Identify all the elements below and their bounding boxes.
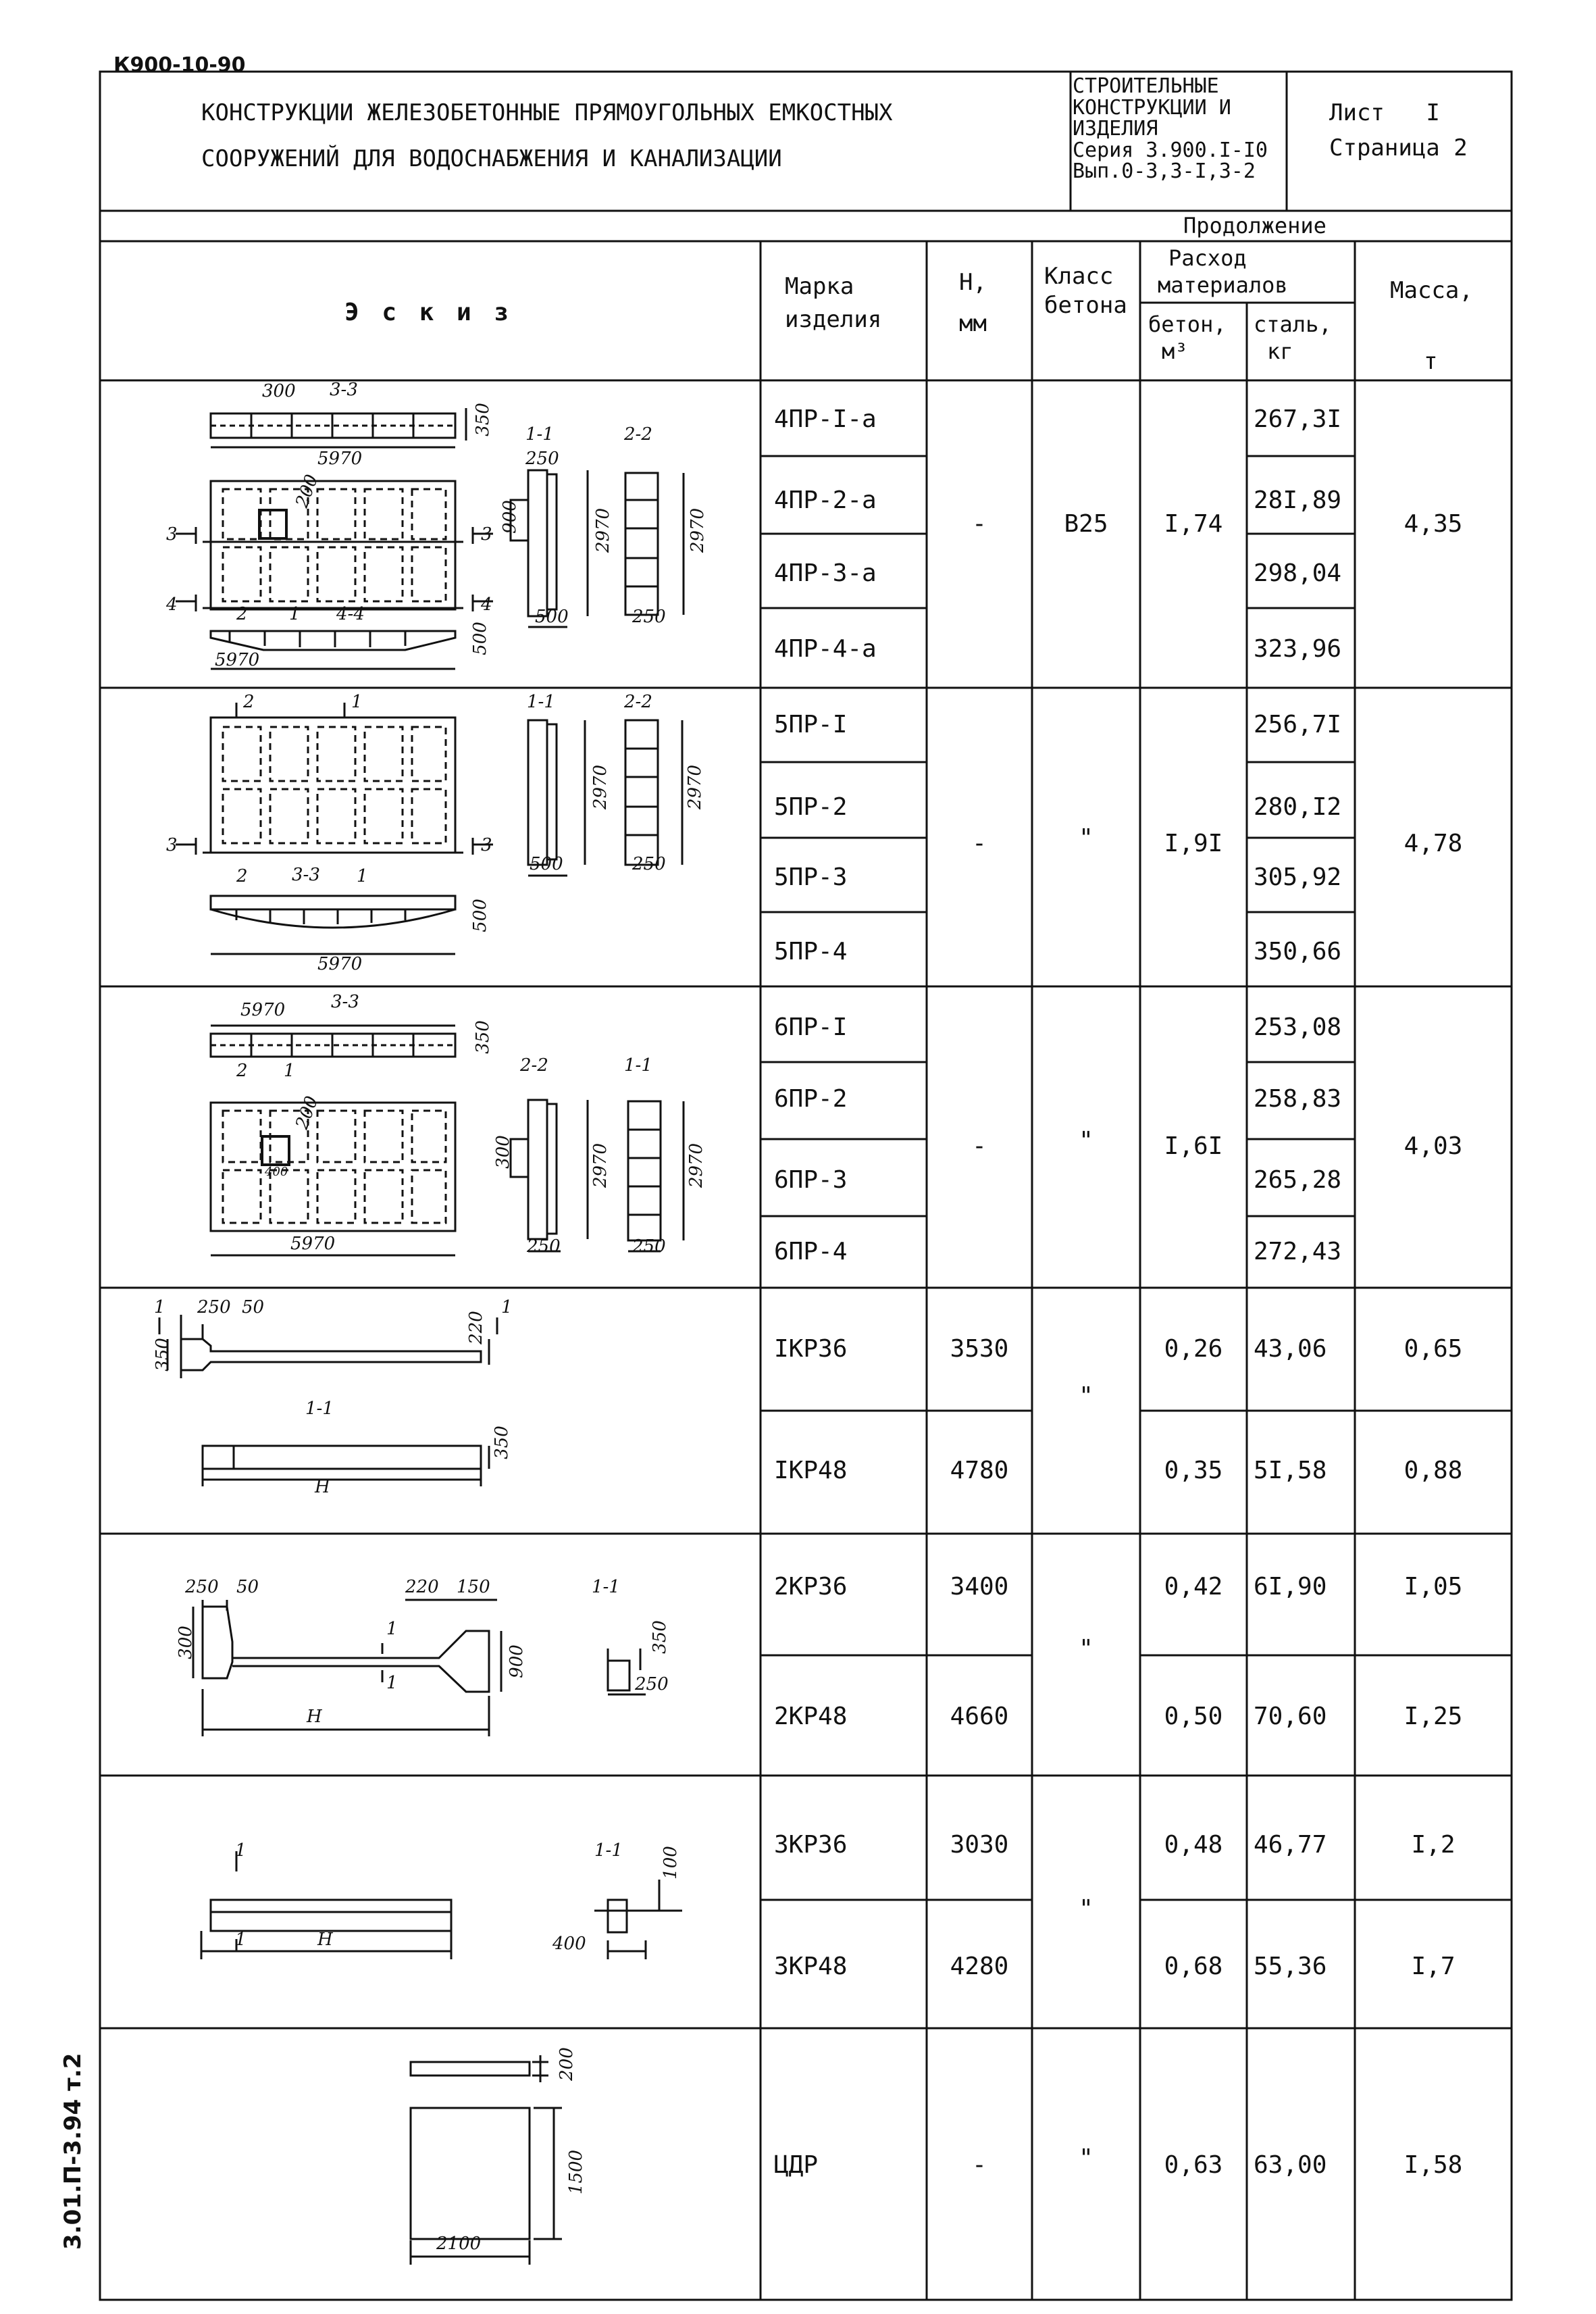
sketch-label: 500 bbox=[469, 899, 490, 932]
sketch-3kr bbox=[201, 1851, 682, 1959]
continuation-label: Продолжение bbox=[1183, 213, 1327, 238]
table-cell-mark: 5ПР-3 bbox=[774, 863, 848, 891]
sketch-label: 3 bbox=[481, 835, 492, 855]
table-cell-steel: 63,00 bbox=[1254, 2150, 1327, 2179]
table-cell-mark: 6ПР-4 bbox=[774, 1237, 848, 1265]
document-title-line2: СООРУЖЕНИЙ ДЛЯ ВОДОСНАБЖЕНИЯ И КАНАЛИЗАЦИИ bbox=[201, 145, 782, 172]
sketch-label: 50 bbox=[236, 1577, 259, 1597]
table-cell-height: - bbox=[972, 509, 987, 538]
header-h-line2: мм bbox=[959, 310, 987, 338]
sketch-label: 300 bbox=[492, 1135, 513, 1169]
table-cell-mark: 6ПР-2 bbox=[774, 1084, 848, 1113]
stamp-line3: ИЗДЕЛИЯ bbox=[1073, 117, 1158, 141]
sketch-label: 200 bbox=[292, 1093, 323, 1132]
sketch-label: 250 bbox=[632, 607, 666, 627]
sketch-label: 5970 bbox=[317, 954, 363, 974]
sketch-label: 250 bbox=[632, 854, 666, 874]
sketch-label: 900 bbox=[506, 1644, 527, 1678]
sketch-label: 350 bbox=[152, 1338, 173, 1372]
table-cell-height: 3530 bbox=[950, 1334, 1009, 1363]
table-cell-mark: 6ПР-I bbox=[774, 1013, 848, 1041]
sketch-label: 2-2 bbox=[520, 1055, 548, 1076]
sheet-page-label: Страница bbox=[1329, 134, 1440, 161]
sketch-label: 1 bbox=[386, 1673, 398, 1693]
header-concrete-line1: бетон, bbox=[1148, 311, 1227, 337]
sketch-label: 500 bbox=[469, 622, 490, 655]
table-cell-steel: 6I,90 bbox=[1254, 1572, 1327, 1601]
header-mark-line1: Марка bbox=[785, 273, 854, 300]
sketch-label: 350 bbox=[491, 1426, 512, 1459]
sketch-label: 200 bbox=[292, 472, 323, 511]
table-cell-mass: I,7 bbox=[1411, 1952, 1456, 1980]
sketch-label: 250 bbox=[197, 1297, 231, 1317]
table-cell-height: 3400 bbox=[950, 1572, 1009, 1601]
table-cell-concrete: 0,35 bbox=[1164, 1456, 1223, 1484]
table-cell-steel: 55,36 bbox=[1254, 1952, 1327, 1980]
table-cell-mark: 4ПР-4-а bbox=[774, 634, 877, 663]
table-cell-mark: IКР36 bbox=[774, 1334, 848, 1363]
table-cell-mark: 5ПР-I bbox=[774, 710, 848, 738]
table-cell-height: - bbox=[972, 2150, 987, 2179]
table-cell-mass: 0,65 bbox=[1404, 1334, 1463, 1363]
header-sketch: Э с к и з bbox=[344, 299, 513, 326]
header-mass-line2: т bbox=[1424, 348, 1438, 376]
table-cell-mass: 0,88 bbox=[1404, 1456, 1463, 1484]
table-cell-mass: I,25 bbox=[1404, 1702, 1463, 1730]
sketch-label: 2970 bbox=[593, 507, 614, 553]
table-cell-steel: 258,83 bbox=[1254, 1084, 1342, 1113]
table-cell-height: 4280 bbox=[950, 1952, 1009, 1980]
sheet-list-label: Лист bbox=[1329, 99, 1385, 126]
sketch-label: 1-1 bbox=[594, 1840, 623, 1861]
sheet-list-value: I bbox=[1426, 99, 1440, 126]
sketch-label: 2 bbox=[236, 1061, 248, 1081]
sketch-2kr bbox=[193, 1600, 646, 1736]
table-cell-steel: 46,77 bbox=[1254, 1830, 1327, 1859]
table-cell-mark: 4ПР-3-а bbox=[774, 559, 877, 587]
table-cell-mark: 3КР36 bbox=[774, 1830, 848, 1859]
sketch-label: 250 bbox=[527, 1236, 561, 1257]
sketch-cdr bbox=[411, 2055, 562, 2265]
table-cell-mark: 2КР48 bbox=[774, 1702, 848, 1730]
sketch-label: Н bbox=[317, 1930, 333, 1950]
stamp-line4: Серия 3.900.I-I0 bbox=[1073, 138, 1268, 162]
table-cell-class: " bbox=[1079, 824, 1093, 852]
sketch-label: 2 bbox=[236, 604, 248, 624]
sketch-label: 250 bbox=[185, 1577, 219, 1597]
table-cell-class: " bbox=[1079, 1126, 1093, 1155]
sketch-label: 3 bbox=[166, 835, 178, 855]
sketch-label: 5970 bbox=[215, 650, 260, 670]
sketch-label: 2100 bbox=[436, 2234, 482, 2254]
sketch-label: 1500 bbox=[566, 2149, 587, 2195]
header-consumption-line2: материалов bbox=[1158, 272, 1288, 298]
table-cell-steel: 298,04 bbox=[1254, 559, 1342, 587]
table-cell-concrete: I,6I bbox=[1164, 1132, 1223, 1160]
document-code: К900-10-90 bbox=[113, 53, 246, 77]
table-cell-mass: I,2 bbox=[1411, 1830, 1456, 1859]
table-cell-steel: 5I,58 bbox=[1254, 1456, 1327, 1484]
header-class-line2: бетона bbox=[1044, 291, 1127, 319]
sketch-label: 350 bbox=[472, 403, 493, 436]
sketch-label: 150 bbox=[457, 1577, 490, 1597]
sketch-label: 2970 bbox=[590, 764, 611, 810]
sketch-label: 300 bbox=[262, 381, 296, 401]
sketch-label: 220 bbox=[405, 1577, 439, 1597]
table-cell-steel: 256,7I bbox=[1254, 710, 1342, 738]
sketch-6pr bbox=[211, 1026, 684, 1255]
sketch-label: 2970 bbox=[685, 764, 706, 810]
table-cell-concrete: 0,68 bbox=[1164, 1952, 1223, 1980]
sketch-label: 1 bbox=[235, 1840, 247, 1861]
sketch-label: 1 bbox=[357, 866, 368, 886]
table-cell-height: 4660 bbox=[950, 1702, 1009, 1730]
sketch-label: 220 bbox=[465, 1311, 486, 1344]
sketch-label: 3-3 bbox=[292, 865, 320, 885]
sketch-label: 1 bbox=[501, 1297, 513, 1317]
table-cell-steel: 267,3I bbox=[1254, 405, 1342, 433]
sketch-label: 1-1 bbox=[305, 1399, 334, 1419]
sketch-label: 4 bbox=[481, 595, 492, 615]
table-cell-mark: 4ПР-I-а bbox=[774, 405, 877, 433]
sketch-label: 3 bbox=[481, 524, 492, 545]
header-h-line1: Н, bbox=[959, 269, 987, 296]
sketch-label: 350 bbox=[472, 1020, 493, 1054]
sketch-label: 5970 bbox=[240, 1000, 286, 1020]
sketch-label: 300 bbox=[175, 1626, 196, 1659]
table-cell-mark: 5ПР-4 bbox=[774, 937, 848, 965]
table-cell-mark: 6ПР-3 bbox=[774, 1165, 848, 1194]
table-cell-height: 4780 bbox=[950, 1456, 1009, 1484]
table-cell-mark: IКР48 bbox=[774, 1456, 848, 1484]
table-cell-steel: 70,60 bbox=[1254, 1702, 1327, 1730]
header-consumption-line1: Расход bbox=[1168, 245, 1247, 271]
table-cell-concrete: 0,48 bbox=[1164, 1830, 1223, 1859]
sketch-label: 350 bbox=[649, 1620, 670, 1654]
table-cell-mark: ЦДР bbox=[774, 2150, 819, 2179]
sketch-label: 1 bbox=[386, 1619, 398, 1639]
sketch-label: 250 bbox=[632, 1236, 666, 1257]
table-cell-class: " bbox=[1079, 1634, 1093, 1663]
table-cell-steel: 305,92 bbox=[1254, 863, 1342, 891]
sketch-label: 1 bbox=[284, 1061, 295, 1081]
sketch-label: 4 bbox=[166, 595, 178, 615]
table-cell-class: " bbox=[1079, 1894, 1093, 1923]
table-cell-mark: 5ПР-2 bbox=[774, 793, 848, 821]
sketch-label: 900 bbox=[499, 500, 520, 534]
table-cell-class: " bbox=[1079, 2144, 1093, 2172]
sketch-label: 3-3 bbox=[331, 992, 359, 1012]
sketch-label: 2-2 bbox=[624, 692, 652, 712]
table-cell-mark: 4ПР-2-а bbox=[774, 486, 877, 514]
table-cell-concrete: 0,42 bbox=[1164, 1572, 1223, 1601]
table-cell-height: - bbox=[972, 829, 987, 857]
table-cell-concrete: 0,26 bbox=[1164, 1334, 1223, 1363]
table-cell-steel: 253,08 bbox=[1254, 1013, 1342, 1041]
table-cell-steel: 350,66 bbox=[1254, 937, 1342, 965]
sketch-label: 400 bbox=[265, 1165, 288, 1179]
stamp-line1: СТРОИТЕЛЬНЫЕ bbox=[1073, 74, 1219, 98]
sketch-label: 250 bbox=[635, 1674, 669, 1694]
table-cell-concrete: 0,63 bbox=[1164, 2150, 1223, 2179]
sketch-label: 1 bbox=[289, 604, 301, 624]
table-cell-concrete: 0,50 bbox=[1164, 1702, 1223, 1730]
sketch-label: 200 bbox=[556, 2047, 577, 2081]
sketch-label: Н bbox=[315, 1477, 330, 1497]
sketch-label: 5970 bbox=[290, 1234, 336, 1254]
sketch-label: 2970 bbox=[590, 1142, 611, 1188]
side-code-text: 3.01.П-3.94 т.2 bbox=[59, 2053, 86, 2250]
table-cell-class: " bbox=[1079, 1382, 1093, 1410]
table-cell-mark: 2КР36 bbox=[774, 1572, 848, 1601]
table-cell-steel: 280,I2 bbox=[1254, 793, 1342, 821]
sketch-label: 1-1 bbox=[525, 424, 554, 445]
header-steel-line1: сталь, bbox=[1254, 311, 1332, 337]
stamp-line2: КОНСТРУКЦИИ И bbox=[1073, 95, 1231, 120]
stamp-line5: Вып.0-3,3-I,3-2 bbox=[1073, 159, 1256, 183]
sketch-label: 500 bbox=[530, 854, 563, 874]
table-cell-concrete: I,74 bbox=[1164, 509, 1223, 538]
table-cell-mass: I,05 bbox=[1404, 1572, 1463, 1601]
table-cell-mass: 4,35 bbox=[1404, 509, 1463, 538]
header-concrete-line2: м³ bbox=[1162, 338, 1188, 364]
sketch-label: 5970 bbox=[317, 449, 363, 469]
sketch-label: 1 bbox=[351, 692, 363, 712]
table-cell-mass: 4,78 bbox=[1404, 829, 1463, 857]
sketch-label: 3-3 bbox=[330, 380, 358, 400]
header-mass-line1: Масса, bbox=[1390, 277, 1473, 304]
sketch-label: 2 bbox=[236, 866, 248, 886]
table-cell-steel: 43,06 bbox=[1254, 1334, 1327, 1363]
table-cell-steel: 323,96 bbox=[1254, 634, 1342, 663]
sketch-label: 2970 bbox=[686, 1142, 707, 1188]
sketch-label: 2 bbox=[243, 692, 255, 712]
table-cell-mark: 3КР48 bbox=[774, 1952, 848, 1980]
sketch-label: 3 bbox=[166, 524, 178, 545]
sheet-page-value: 2 bbox=[1453, 134, 1468, 161]
sketch-label: 250 bbox=[525, 449, 559, 469]
document-title-line1: КОНСТРУКЦИИ ЖЕЛЕЗОБЕТОННЫЕ ПРЯМОУГОЛЬНЫХ ЕМКОСТНЫХ bbox=[201, 99, 893, 126]
sketch-label: 400 bbox=[552, 1934, 586, 1954]
table-cell-class: В25 bbox=[1064, 509, 1108, 538]
table-cell-steel: 265,28 bbox=[1254, 1165, 1342, 1194]
sketch-label: 1-1 bbox=[624, 1055, 652, 1076]
sketch-label: 500 bbox=[535, 607, 569, 627]
table-cell-steel: 28I,89 bbox=[1254, 486, 1342, 514]
sketch-label: 4-4 bbox=[336, 604, 365, 624]
header-steel-line2: кг bbox=[1267, 338, 1293, 364]
sketch-label: 1-1 bbox=[592, 1577, 620, 1597]
header-class-line1: Класс bbox=[1044, 263, 1114, 290]
table-cell-mass: I,58 bbox=[1404, 2150, 1463, 2179]
table-cell-concrete: I,9I bbox=[1164, 829, 1223, 857]
sketch-label: 2970 bbox=[688, 507, 709, 553]
table-cell-mass: 4,03 bbox=[1404, 1132, 1463, 1160]
sketch-label: 1 bbox=[154, 1297, 165, 1317]
table-cell-height: 3030 bbox=[950, 1830, 1009, 1859]
sketch-label: 2-2 bbox=[624, 424, 652, 445]
sketch-label: 50 bbox=[242, 1297, 265, 1317]
header-mark-line2: изделия bbox=[785, 306, 882, 334]
sketch-label: 100 bbox=[660, 1846, 681, 1880]
sketch-label: Н bbox=[307, 1707, 322, 1727]
sketch-5pr bbox=[176, 703, 682, 954]
sketch-label: 1-1 bbox=[527, 692, 555, 712]
sketch-label: 1 bbox=[235, 1930, 247, 1950]
table-cell-height: - bbox=[972, 1132, 987, 1160]
table-cell-steel: 272,43 bbox=[1254, 1237, 1342, 1265]
